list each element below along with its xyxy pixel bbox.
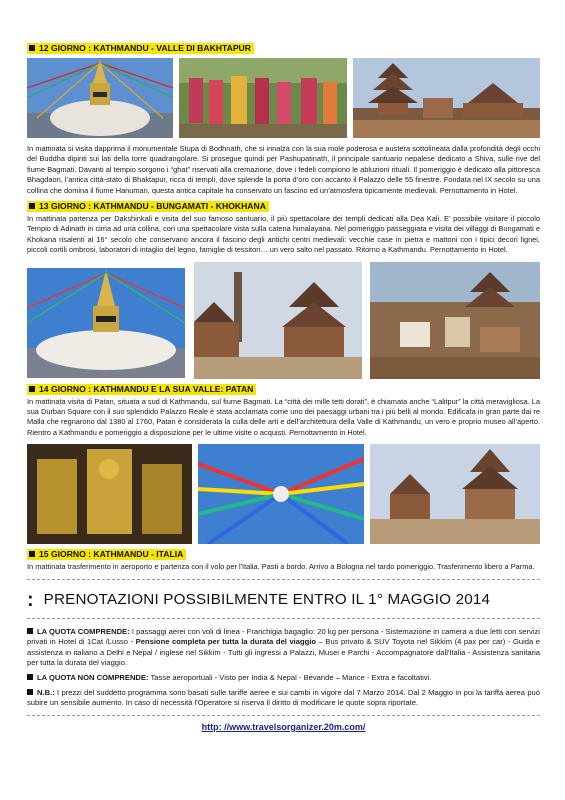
excludes-label: LA QUOTA NON COMPRENDE: bbox=[37, 673, 149, 683]
day-13-heading bbox=[27, 201, 269, 212]
bhaktapur-temples-photo bbox=[353, 58, 540, 138]
note-text: I prezzi del suddetto programma sono basati sulle tariffe aeree e sui cambi in vigore dal 7 Marzo 2014. Dal 2 Maggio in poi la tariffa aerea può subire un sensibile aumento. In caso di necessità l'Operatore si riserva il diritto di modificare le quote sopra riportate. bbox=[27, 687, 540, 708]
bullet-square-icon bbox=[29, 551, 35, 557]
prayer-flags-photo bbox=[198, 444, 364, 544]
website-link[interactable]: http: //www.travelsorganizer.20m.com/ bbox=[201, 721, 366, 732]
itinerary-page bbox=[27, 38, 540, 732]
divider bbox=[27, 579, 540, 580]
day-13-photos bbox=[27, 262, 540, 379]
excludes-text: Tasse aeroportuali - Visto per India & Nepal - Bevande – Mance - Extra e facoltativi. bbox=[148, 673, 432, 683]
excludes-section bbox=[27, 673, 540, 684]
booking-mark: : bbox=[27, 588, 34, 611]
day-12-description: In mattinata si visita dapprima il monumentale Stupa di Bodhnath, che si innalza con la sua mole poderosa e austera sottolineata dalla profondità degli occhi del Buddha dipinti sui lati della torre quadrangolare. Si prosegue quindi per Pashupatinath, il principale santuario nepalese dedicato a Shiva, sulle rive del fiume Bagmati. Davanti al tempio sorgono i “ghat” riservati alla cremazione, dove i fedeli compiono le abluzioni rituali. Il pomeriggio è dedicato alla pittoresca Bhagdaon, l’antica città-stato di Bhaktapur, ricca di templi, dove splende la porta d’oro con accanto il Palazzo delle 55 finestre. Fondata nel IX secolo su una collina che domina il fiume Hanuman, questa antica capitale ha conservato un fascino ed un’atmosfera tipicamente medievali. Pernottamento in Hotel. bbox=[27, 144, 540, 195]
divider bbox=[27, 618, 540, 619]
bullet-square-icon bbox=[29, 203, 35, 209]
includes-text-2: – Bus privato & SUV Toyota nel Sikkim (4 pax per car) - Guida e assistenza in italiano a Delhi e Nepal / inglese nel Sikkim - Tutti gli ingressi a Palazzi, Musei e Parchi - Accompagnatore dall'Italia - Assistenza sanitaria per tutta la durata del viaggio. bbox=[27, 637, 541, 668]
bullet-square-icon bbox=[29, 386, 35, 392]
bullet-square-icon bbox=[29, 45, 35, 51]
day-14-photos bbox=[27, 444, 540, 544]
patan-square-photo bbox=[370, 444, 540, 544]
kathmandu-rooftops-photo bbox=[370, 262, 540, 379]
day-13-heading-text: 13 GIORNO : KATHMANDU - BUNGAMATI - KHOKHANA bbox=[39, 201, 266, 212]
day-15-heading-text: 15 GIORNO : KATHMANDU - ITALIA bbox=[39, 549, 184, 560]
day-12-heading-text: 12 GIORNO : KATHMANDU - VALLE DI BAKHTAPUR bbox=[39, 43, 251, 53]
booking-title: PRENOTAZIONI POSSIBILMENTE ENTRO IL 1° MAGGIO 2014 bbox=[43, 591, 491, 609]
day-12-photos bbox=[27, 58, 540, 138]
women-group-photo bbox=[179, 58, 347, 138]
golden-temple-statues-photo bbox=[27, 444, 192, 544]
includes-section bbox=[27, 627, 540, 669]
bullet-square-icon bbox=[27, 628, 33, 634]
stupa-bodhnath-photo bbox=[27, 58, 173, 138]
footer-url bbox=[27, 722, 540, 732]
durbar-square-photo bbox=[194, 262, 362, 379]
note-section bbox=[27, 688, 540, 709]
day-15-heading bbox=[27, 549, 186, 560]
day-14-heading-text: 14 GIORNO : KATHMANDU E LA SUA VALLE: PATAN bbox=[39, 383, 254, 394]
day-15-description: In mattinata trasferimento in aeroporto e partenza con il volo per l'Italia. Pasti a bordo. Arrivo a Bologna nel tardo pomeriggio. Trasferimento libero a Parma. bbox=[27, 562, 535, 572]
booking-banner bbox=[27, 590, 540, 610]
bullet-square-icon bbox=[27, 674, 33, 680]
divider bbox=[27, 715, 540, 716]
bullet-square-icon bbox=[27, 689, 33, 695]
stupa-sky-photo bbox=[27, 268, 185, 378]
day-14-description: In mattinata visita di Patan, situata a sud di Kathmandu, sul fiume Bagmati. La “città dei mille tetti dorati”, è chiamata anche “Lalitpur” la città meravigliosa. La sua Durban Square con il suo splendido Palazzo Reale è stata acclamata come uno dei paesaggi urbani tra i più belli al mondo. Edificata in gran parte dai re Malla che regnarono dal 1380 al 1760, Patan è considerata la culla delle arti e dell’architettura della Valle di Kathmandu, un vero e proprio museo all’aperto. Rientro a Kathmandu e pomeriggio a disposizione per le ultime visite o acquisti. Pernottamento in Hotel. bbox=[27, 396, 540, 437]
note-label: N.B.: bbox=[37, 687, 55, 697]
includes-text-1: I passaggi aerei con voli di linea - Franchigia bagaglio: 20 kg per persona - Sistemazione in camera a due letti con servizi privati in Hotel di 1Cat /Lusso - bbox=[27, 626, 540, 647]
day-14-heading bbox=[27, 384, 256, 395]
day-12-heading bbox=[27, 43, 254, 54]
includes-label: LA QUOTA COMPRENDE: bbox=[37, 626, 130, 636]
day-13-description: In mattinata partenza per Dakshinkali e visita del suo famoso santuario, il più spettacolare dei templi dedicati alla Dea Kali. E’ possibile visitare il piccolo Tempio di Adinath in cima ad una collina, con una spettacolare vista sulla catena himalayana. Nel pomeriggio passeggiata e visita dei villaggi di Bungamati e Khokana risalenti al 16° secolo che conservano ancora il fascino degli antichi centri medievali: vecchie case in pietra e mattoni con i tipici decori lignei, piccoli cortili ombrosi, laboratori di intaglio del legno, famiglie di tessitori… un vero salto nel passato. Ritorno a Kathmandu. Pernottamento in Hotel. bbox=[27, 214, 540, 255]
includes-bold: Pensione completa per tutta la durata del viaggio bbox=[135, 637, 317, 647]
